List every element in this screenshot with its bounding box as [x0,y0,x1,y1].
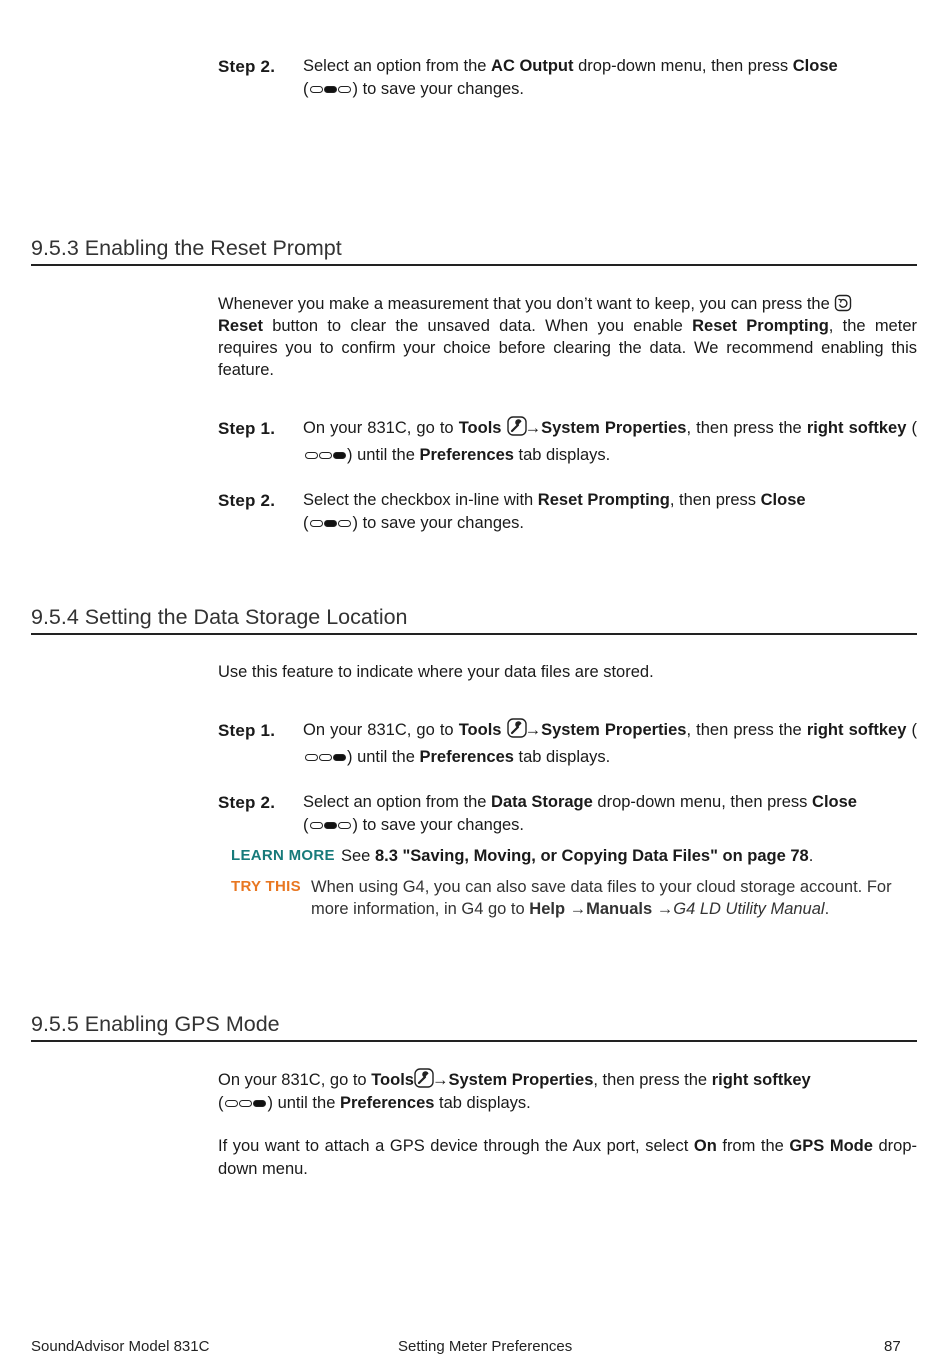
right-softkey-icon [225,1092,267,1115]
footer-page-number: 87 [884,1338,901,1355]
section-heading-gps-mode: 9.5.5 Enabling GPS Mode [31,1011,917,1042]
right-arrow-icon: → [524,419,542,437]
tools-wrench-icon [414,1068,432,1086]
reset-intro-paragraph: Whenever you make a measurement that you don’t want to keep, you can press the Reset button to clear the unsaved data. When you enable Reset Prompting, the meter requires you to confirm your choice before clearing the data. We recommend enabling this feature. [218,295,917,379]
right-softkey-icon [304,442,346,469]
step-text: Select an option from the Data Storage drop-down menu, then press Close ( ) to save your changes. [303,791,917,837]
right-arrow-icon: → [656,900,674,918]
gps-paragraph-2: If you want to attach a GPS device through the Aux port, select On from the GPS Mode drop-down menu. [218,1137,917,1178]
center-softkey-icon [310,814,352,837]
section-heading-reset-prompt: 9.5.3 Enabling the Reset Prompt [31,235,917,266]
step-label: Step 2. [218,491,276,510]
tools-wrench-icon [507,416,525,434]
step-text: On your 831C, go to Tools →System Properties, then press the right softkey () until the Preferences tab displays. [303,717,917,771]
step-text: Select an option from the AC Output drop-down menu, then press Close ( ) to save your changes. [303,55,917,101]
learn-more-text: See 8.3 "Saving, Moving, or Copying Data Files" on page 78. [341,847,814,865]
right-arrow-icon: → [431,1071,449,1089]
step-label: Step 2. [218,57,276,76]
cross-reference-link[interactable]: 8.3 "Saving, Moving, or Copying Data Files" on page 78 [374,847,809,865]
right-arrow-icon: → [524,721,542,739]
right-arrow-icon: → [569,900,587,918]
step-text: Select the checkbox in-line with Reset Prompting, then press Close ( ) to save your changes. [303,489,917,535]
section-heading-data-storage: 9.5.4 Setting the Data Storage Location [31,604,917,635]
center-softkey-icon [310,78,352,101]
learn-more-tag: LEARN MORE [231,847,335,864]
footer-product-name: SoundAdvisor Model 831C [31,1338,210,1355]
tools-wrench-icon [507,718,525,736]
right-softkey-icon [304,744,346,771]
step-label: Step 1. [218,419,276,438]
try-this-text: When using G4, you can also save data files to your cloud storage account. For more information, in G4 go to Help →Manuals →G4 LD Utility Manual. [311,878,892,918]
center-softkey-icon [310,512,352,535]
step-label: Step 1. [218,721,276,740]
reset-icon [834,294,852,312]
try-this-tag: TRY THIS [231,878,301,895]
step-label: Step 2. [218,793,276,812]
data-storage-intro: Use this feature to indicate where your data files are stored. [218,663,654,681]
step-text: On your 831C, go to Tools →System Properties, then press the right softkey () until the Preferences tab displays. [303,415,917,469]
gps-paragraph-1: On your 831C, go to Tools →System Properties, then press the right softkey ( ) until the Preferences tab displays. [218,1068,917,1115]
footer-chapter-title: Setting Meter Preferences [398,1338,573,1355]
